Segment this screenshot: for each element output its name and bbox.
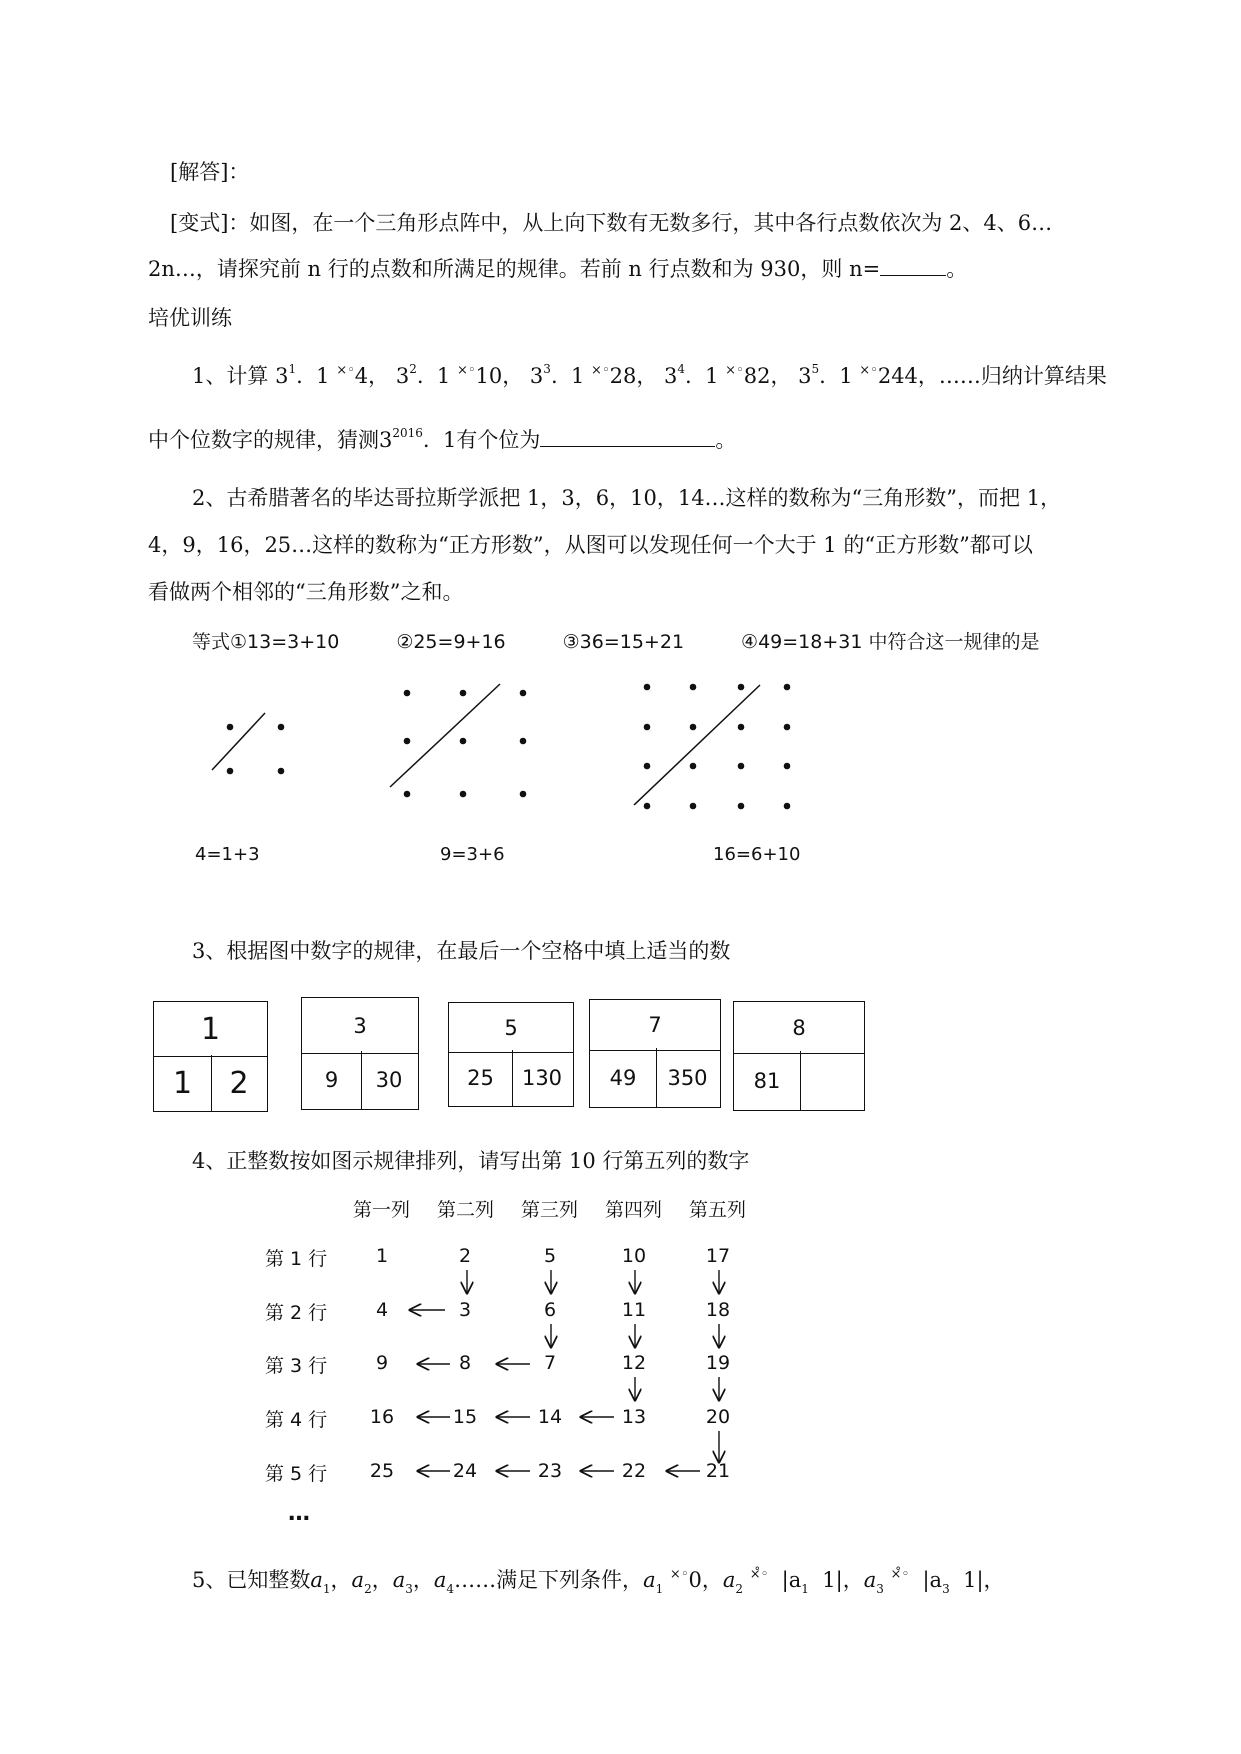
dot — [404, 690, 411, 697]
dot — [784, 803, 791, 810]
dot — [690, 803, 697, 810]
grid-cell: 1 — [375, 1245, 389, 1267]
number-box-2 — [301, 997, 419, 1110]
answer-blank[interactable] — [880, 255, 946, 276]
row-label-4: 第 4 行 — [265, 1409, 328, 1431]
dot — [690, 724, 697, 731]
grid-cell: 7 — [543, 1352, 557, 1374]
dot — [460, 738, 467, 745]
dot — [278, 724, 285, 731]
dot — [738, 803, 745, 810]
row-label-5: 第 5 行 — [265, 1463, 328, 1485]
grid-cell: 21 — [705, 1460, 731, 1482]
section-title: 培优训练 — [148, 306, 232, 330]
dot — [644, 684, 651, 691]
box-right: 30 — [375, 1068, 403, 1092]
grid-cell: 10 — [621, 1245, 647, 1267]
grid-cell: 24 — [452, 1460, 478, 1482]
grid-cell: 8 — [458, 1352, 472, 1374]
row-label-2: 第 2 行 — [265, 1302, 328, 1324]
q1-answer-blank[interactable] — [540, 426, 715, 447]
box-left: 1 — [154, 1055, 212, 1111]
box-top: 5 — [449, 1003, 573, 1053]
divider-line — [634, 685, 760, 805]
dot — [784, 724, 791, 731]
grid-cell: 9 — [375, 1352, 389, 1374]
box-top: 8 — [734, 1002, 864, 1054]
grid-cell: 4 — [375, 1299, 389, 1321]
q2-line-3: 看做两个相邻的“三角形数”之和。 — [148, 580, 464, 604]
grid-cell: 23 — [537, 1460, 563, 1482]
number-box-5 — [733, 1001, 865, 1111]
answer-cell[interactable] — [799, 1051, 864, 1110]
dot — [404, 738, 411, 745]
grid-cell: 19 — [705, 1352, 731, 1374]
dot — [227, 768, 234, 775]
grid-cell: 5 — [543, 1245, 557, 1267]
dot — [460, 690, 467, 697]
divider-line — [390, 684, 500, 787]
number-box-1 — [153, 1001, 268, 1112]
q1-expr-1: $3^1$. 1 ×◦4 — [275, 362, 369, 388]
grid-cell: 15 — [452, 1406, 478, 1428]
row-label-1: 第 1 行 — [265, 1248, 328, 1270]
variant-line-2 — [148, 255, 967, 283]
dot — [690, 684, 697, 691]
grid-cell: 13 — [621, 1406, 647, 1428]
dot-figure-4x4 — [634, 684, 790, 810]
q1-prefix: 1、计算 — [192, 364, 269, 388]
caption-2: 9=3+6 — [440, 844, 505, 865]
col-header-3: 第三列 — [521, 1199, 579, 1221]
box-left: 81 — [734, 1051, 801, 1110]
op-glyph: ×◦ — [336, 363, 355, 378]
box-top: 1 — [154, 1002, 267, 1057]
variant-line-2-end: 。 — [946, 257, 968, 281]
q5-line: 5、已知整数$a_1$，$a_2$，$a_3$，$a_4\dots\dots$满足下列条件，$a_1$ ×◦0，$a_2$ ×̊◦ $|a_1$ 1|，$a_3$ ×̊◦ $|a_3$ 1|， — [192, 1567, 1005, 1596]
dot-figures — [0, 675, 1241, 845]
dot — [460, 791, 467, 798]
divider-line — [212, 713, 265, 770]
box-top: 7 — [590, 1000, 720, 1051]
q2-line-2: 4，9，16，25…这样的数称为“正方形数”，从图可以发现任何一个大于 1 的“正方形数”都可以 — [148, 533, 1033, 557]
grid-ellipsis: … — [288, 1501, 310, 1526]
spiral-arrows — [0, 1230, 1241, 1530]
dot — [520, 738, 527, 745]
box-right: 350 — [667, 1065, 708, 1090]
grid-cell: 6 — [543, 1299, 557, 1321]
dot — [784, 684, 791, 691]
answer-label: [解答]： — [170, 160, 250, 184]
dot — [520, 690, 527, 697]
q3-text: 3、根据图中数字的规律，在最后一个空格中填上适当的数 — [192, 939, 731, 963]
grid-cell: 20 — [705, 1406, 731, 1428]
dot — [644, 763, 651, 770]
dot — [738, 684, 745, 691]
grid-cell: 17 — [705, 1245, 731, 1267]
dot — [690, 763, 697, 770]
dot — [738, 763, 745, 770]
q1-expr-4: $3^4$. 1 ×◦82 — [664, 362, 771, 388]
caption-1: 4=1+3 — [195, 844, 260, 865]
q2-line-1: 2、古希腊著名的毕达哥拉斯学派把 1，3，6，10，14…这样的数称为“三角形数”，而把 1， — [192, 486, 1062, 510]
box-right: 2 — [229, 1065, 249, 1101]
q2-equations: 等式①13=3+10 ②25=9+16 ③36=15+21 ④49=18+31 中符合这一规律的是 — [192, 631, 1040, 653]
caption-3: 16=6+10 — [713, 844, 801, 865]
dot — [520, 791, 527, 798]
variant-line-1: [变式]：如图，在一个三角形点阵中，从上向下数有无数多行，其中各行点数依次为 2、4、6… — [170, 211, 1053, 235]
col-header-2: 第二列 — [437, 1199, 495, 1221]
col-header-1: 第一列 — [353, 1199, 411, 1221]
q1-expr-2: $3^2$. 1 ×◦10 — [395, 362, 503, 388]
q1-line-1: 1、计算 $3^1$. 1 ×◦4， $3^2$. 1 ×◦10， $3^3$. 1 ×◦28， $3^4$. 1 ×◦82， $3^5$. 1 ×◦244，……归纳计算结果 — [192, 362, 1107, 388]
grid-cell: 22 — [621, 1460, 647, 1482]
col-header-4: 第四列 — [605, 1199, 663, 1221]
q1-expr-3: $3^3$. 1 ×◦28 — [529, 362, 637, 388]
q1-guess-expr: $3^{2016}$. 1 — [379, 426, 457, 452]
grid-cell: 14 — [537, 1406, 563, 1428]
dot — [278, 768, 285, 775]
box-left: 9 — [302, 1051, 362, 1109]
box-top: 3 — [302, 998, 418, 1054]
box-left: 25 — [449, 1050, 513, 1106]
op-glyph: ×◦ — [456, 363, 476, 378]
number-box-3 — [448, 1002, 574, 1107]
grid-cell: 25 — [369, 1460, 395, 1482]
q1-tail: ，……归纳计算结果 — [917, 364, 1107, 388]
q1-expr-5: $3^5$. 1 ×◦244 — [798, 362, 918, 388]
grid-cell: 11 — [621, 1299, 647, 1321]
dot-figure-3x3 — [390, 684, 526, 797]
dot — [644, 803, 651, 810]
grid-cell: 12 — [621, 1352, 647, 1374]
box-left: 49 — [590, 1048, 657, 1107]
q1-line-2: 中个位数字的规律，猜测$3^{2016}$. 1有个位为 。 — [148, 426, 737, 452]
grid-cell: 18 — [705, 1299, 731, 1321]
grid-cell: 3 — [458, 1299, 472, 1321]
number-box-4 — [589, 999, 721, 1108]
dot-figure-2x2 — [212, 713, 284, 774]
variant-line-2-text: 2n…，请探究前 n 行的点数和所满足的规律。若前 n 行点数和为 930，则 n= — [148, 257, 881, 281]
col-header-5: 第五列 — [689, 1199, 747, 1221]
op-glyph: ×◦ — [725, 363, 744, 378]
op-glyph: ×◦ — [859, 363, 878, 378]
grid-cell: 2 — [458, 1245, 472, 1267]
dot — [738, 724, 745, 731]
dot — [227, 724, 234, 731]
op-glyph: ×◦ — [591, 363, 610, 378]
box-right: 130 — [521, 1066, 563, 1090]
dot — [644, 724, 651, 731]
grid-cell: 16 — [369, 1406, 395, 1428]
q4-text: 4、正整数按如图示规律排列，请写出第 10 行第五列的数字 — [192, 1149, 750, 1173]
row-label-3: 第 3 行 — [265, 1355, 328, 1377]
dot — [404, 791, 411, 798]
dot — [784, 763, 791, 770]
